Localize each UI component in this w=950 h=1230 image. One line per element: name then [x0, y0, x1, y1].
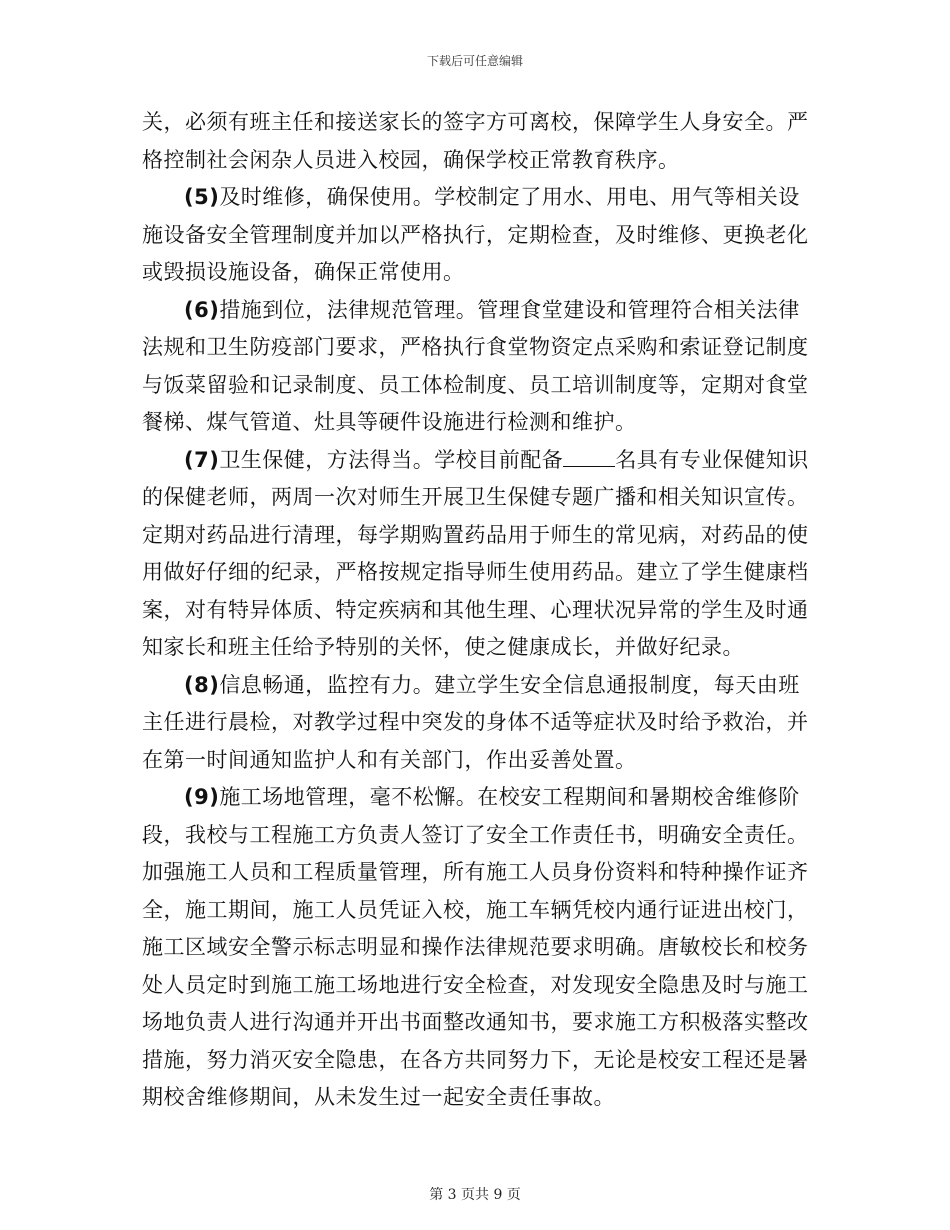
paragraph-item-9 — [142, 779, 810, 1117]
paragraph-item-7 — [142, 442, 810, 667]
item-number: (8) — [184, 672, 220, 697]
paragraph-text: 卫生保健，方法得当。学校目前配备 — [219, 447, 564, 472]
paragraph-text: 信息畅通，监控有力。建立学生安全信息通报制度，每天由班主任进行晨检，对教学过程中突发的身体不适等症状及时给予救治，并在第一时间通知监护人和有关部门，作出妥善处置。 — [142, 672, 809, 772]
item-number: (7) — [184, 447, 220, 472]
page-header: 下载后可任意编辑 — [426, 54, 523, 68]
item-number: (5) — [184, 185, 220, 209]
page-footer: 第 3 页共 9 页 — [429, 1187, 521, 1203]
paragraph-text: 措施到位，法律规范管理。管理食堂建设和管理符合相关法律法规和卫生防疫部门要求，严格执行食堂物资定点采购和索证登记制度与饭菜留验和记录制度、员工体检制度、员工培训制度等，定期对食堂餐梯、煤气管道、灶具等硬件设施进行检测和维护。 — [142, 297, 809, 434]
paragraph-item-5 — [142, 179, 810, 292]
paragraph-text: 及时维修，确保使用。学校制定了用水、用电、用气等相关设施设备安全管理制度并加以严格执行，定期检查，及时维修、更换老化或毁损设施设备，确保正常使用。 — [142, 185, 809, 284]
paragraph-text: 施工场地管理，毫不松懈。在校安工程期间和暑期校舍维修阶段，我校与工程施工方负责人签订了安全工作责任书，明确安全责任。加强施工人员和工程质量管理，所有施工人员身份资料和特种操作证齐全，施工期间，施工人员凭证入校，施工车辆凭校内通行证进出校门，施工区域安全警示标志明显和操作法律规范要求明确。唐敏校长和校务处人员定时到施工施工场地进行安全检查，对发现安全隐患及时与施工场地负责人进行沟通并开出书面整改通知书，要求施工方积极落实整改措施，努力消灭安全隐患，在各方共同努力下，无论是校安工程还是暑期校舍维修期间，从未发生过一起安全责任事故。 — [142, 785, 809, 1109]
fill-in-blank — [563, 446, 615, 467]
paragraph-text: 关，必须有班主任和接送家长的签字方可离校，保障学生人身安全。严格控制社会闲杂人员进入校园，确保学校正常教育秩序。 — [142, 110, 809, 172]
paragraph-text: 名具有专业保健知识的保健老师，两周一次对师生开展卫生保健专题广播和相关知识宣传。定期对药品进行清理，每学期购置药品用于师生的常见病，对药品的使用做好仔细的纪录，严格按规定指导师生使用药品。建立了学生健康档案，对有特异体质、特定疾病和其他生理、心理状况异常的学生及时通知家长和班主任给予特别的关怀，使之健康成长，并做好纪录。 — [142, 447, 809, 659]
paragraph-continued — [142, 104, 810, 179]
item-number: (9) — [184, 785, 220, 809]
paragraph-item-8 — [142, 667, 810, 780]
item-number: (6) — [184, 297, 220, 322]
paragraph-item-6 — [142, 292, 810, 442]
document-body — [142, 104, 810, 1117]
